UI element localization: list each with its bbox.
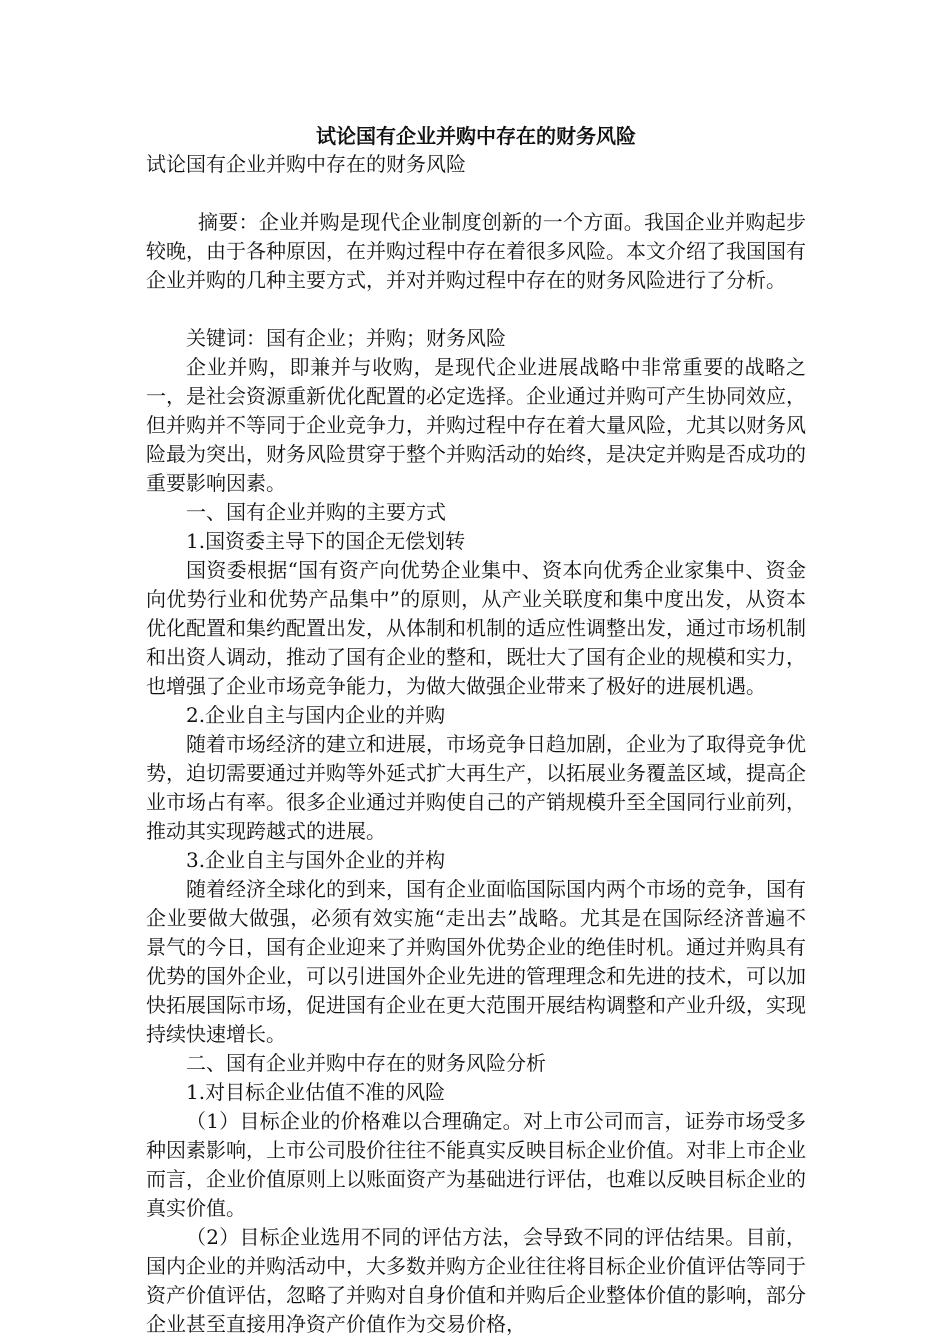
subsection-1-3-paragraph: 随着经济全球化的到来，国有企业面临国际国内两个市场的竞争，国有企业要做大做强，必须有效实施“走出去”战略。尤其是在国际经济普遍不景气的今日，国有企业迎来了并购国外优势企业的绝佳时机。通过并购具有优势的国外企业，可以引进国外企业先进的管理理念和先进的技术，可以加快拓展国际市场，促进国有企业在更大范围开展结构调整和产业升级，实现持续快速增长。 <box>146 877 806 1046</box>
document-subtitle: 试论国有企业并购中存在的财务风险 <box>146 152 466 176</box>
subsection-1-2-paragraph: 随着市场经济的建立和进展，市场竞争日趋加剧，企业为了取得竞争优势，迫切需要通过并购等外延式扩大再生产，以拓展业务覆盖区域，提高企业市场占有率。很多企业通过并购使自己的产销规模升至全国同行业前列，推动其实现跨越式的进展。 <box>146 732 806 843</box>
subsection-1-1-heading: 1.国资委主导下的国企无偿划转 <box>186 529 466 553</box>
intro-paragraph: 企业并购，即兼并与收购，是现代企业进展战略中非常重要的战略之一，是社会资源重新优化配置的必定选择。企业通过并购可产生协同效应，但并购并不等同于企业竞争力，并购过程中存在着大量风险，尤其以财务风险最为突出，财务风险贯穿于整个并购活动的始终，是决定并购是否成功的重要影响因素。 <box>146 355 806 495</box>
subsection-2-1-paragraph-1: （1）目标企业的价格难以合理确定。对上市公司而言，证券市场受多种因素影响，上市公司股价往往不能真实反映目标企业价值。对非上市企业而言，企业价值原则上以账面资产为基础进行评估，也难以反映目标企业的真实价值。 <box>146 1109 806 1220</box>
blank-line <box>146 295 806 324</box>
section-2-heading: 二、国有企业并购中存在的财务风险分析 <box>186 1051 546 1075</box>
subsection-1-1-paragraph: 国资委根据“国有资产向优势企业集中、资本向优秀企业家集中、资金向优势行业和优势产品集中”的原则，从产业关联度和集中度出发，从资本优化配置和集约配置出发，从体制和机制的适应性调整出发，通过市场机制和出资人调动，推动了国有企业的整和，既壮大了国有企业的规模和实力，也增强了企业市场竞争能力，为做大做强企业带来了极好的进展机遇。 <box>146 558 806 698</box>
document-body <box>146 122 806 1339</box>
subsection-2-1-paragraph-2: （2）目标企业选用不同的评估方法，会导致不同的评估结果。目前，国内企业的并购活动中，大多数并购方企业往往将目标企业价值评估等同于资产价值评估，忽略了并购对自身价值和并购后企业整体价值的影响，部分企业甚至直接用净资产价值作为交易价格， <box>146 1225 806 1336</box>
abstract-paragraph: 摘要：企业并购是现代企业制度创新的一个方面。我国企业并购起步较晚，由于各种原因，在并购过程中存在着很多风险。本文介绍了我国国有企业并购的几种主要方式，并对并购过程中存在的财务风险进行了分析。 <box>146 210 806 292</box>
subsection-1-2-heading: 2.企业自主与国内企业的并购 <box>186 703 446 727</box>
document-title: 试论国有企业并购中存在的财务风险 <box>316 124 636 148</box>
subsection-2-1-heading: 1.对目标企业估值不准的风险 <box>186 1080 446 1104</box>
subsection-1-3-heading: 3.企业自主与国外企业的并构 <box>186 848 446 872</box>
keywords-line: 关键词：国有企业；并购；财务风险 <box>186 326 506 350</box>
section-1-heading: 一、国有企业并购的主要方式 <box>186 500 446 524</box>
blank-line <box>146 179 806 208</box>
